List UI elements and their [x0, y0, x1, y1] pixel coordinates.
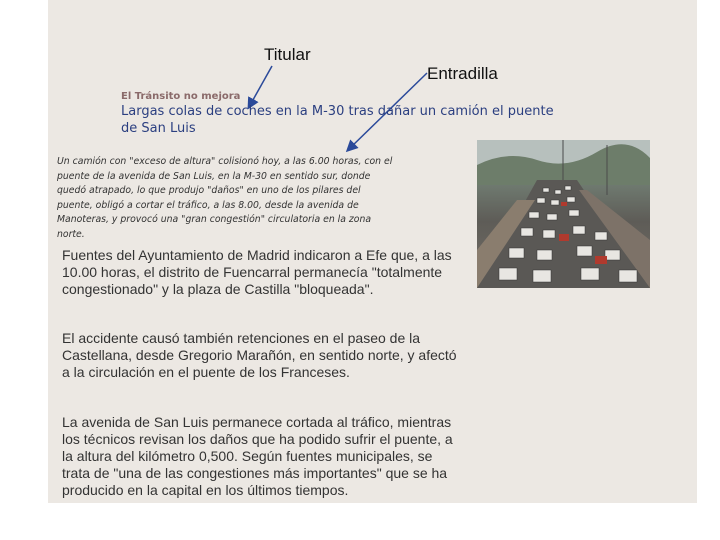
- article-lead: Un camión con "exceso de altura" colisionó hoy, a las 6.00 horas, con el puente de la avenida de San Luis, en la M-30 en sentido sur, donde quedó atrapado, lo que produjo "daños" en uno de los pilares del puente, obligó a cortar el tráfico, a las 8.00, desde la avenida de Manoteras, y provocó una "gran congestión" circulatoria en la zona norte.: [57, 156, 393, 240]
- entradilla-annotation: Entradilla: [427, 64, 498, 83]
- article-headline: Largas colas de coches en la M-30 tras dañar un camión el puente de San Luis: [121, 104, 554, 136]
- titular-arrow: [249, 66, 272, 107]
- article-paragraph: La avenida de San Luis permanece cortada al tráfico, mientras los técnicos revisan los daños que ha podido sufrir el puente, a la altura del kilómetro 0,500. Según fuentes municipales, se trata de "una de las congestiones más importantes" que se ha producido en la capital en los últimos tiempos.: [62, 414, 453, 498]
- titular-annotation: Titular: [264, 45, 311, 64]
- article-kicker: El Tránsito no mejora: [121, 91, 241, 102]
- traffic-jam-image: [477, 140, 650, 288]
- article-paragraph: El accidente causó también retenciones en el paseo de la Castellana, desde Gregorio Marañón, en sentido norte, y afectó a la circulación en el puente de los Franceses.: [62, 330, 457, 380]
- article-paragraph: Fuentes del Ayuntamiento de Madrid indicaron a Efe que, a las 10.00 horas, el distrito de Fuencarral permanecía "totalmente congestionado" y la plaza de Castilla "bloqueada".: [62, 247, 452, 297]
- traffic-photo: [477, 140, 650, 288]
